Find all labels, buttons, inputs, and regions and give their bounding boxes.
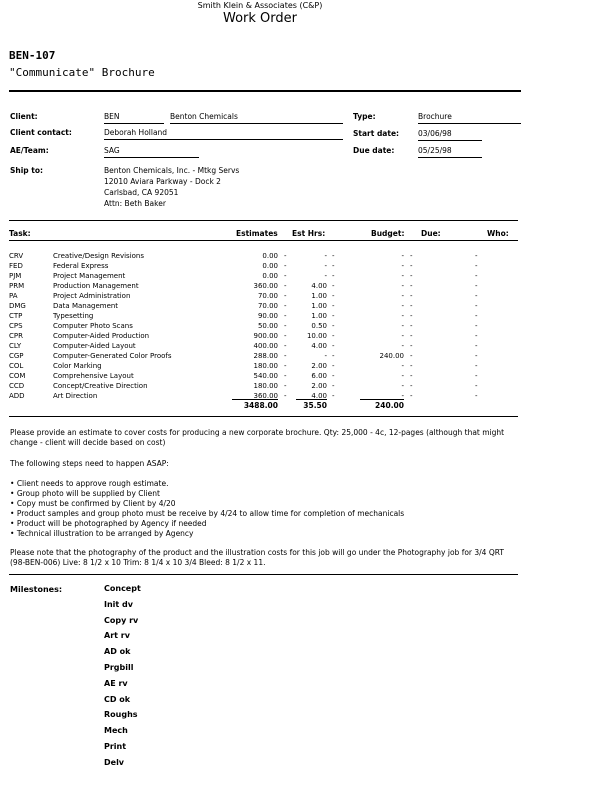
- task-description: Computer-Aided Production: [53, 332, 150, 340]
- separator-dash: -: [332, 312, 335, 320]
- task-estimate: 360.00: [253, 392, 278, 400]
- hours-total-rule: [296, 399, 327, 400]
- task-hours: 1.00: [311, 292, 327, 300]
- table-row: [0, 332, 612, 342]
- separator-dash: -: [284, 352, 287, 360]
- task-estimate: 360.00: [253, 282, 278, 290]
- client-contact: Deborah Holland: [104, 128, 343, 140]
- type-label: Type:: [353, 112, 376, 121]
- milestones-label: Milestones:: [10, 585, 63, 594]
- task-budget: -: [401, 262, 404, 270]
- separator-dash: -: [332, 332, 335, 340]
- separator-dash: -: [410, 312, 413, 320]
- task-estimate: 0.00: [262, 272, 278, 280]
- notes-divider: [9, 574, 518, 575]
- separator-dash: -: [332, 342, 335, 350]
- separator-dash: -: [410, 292, 413, 300]
- table-row: [0, 262, 612, 272]
- job-number: BEN-107: [9, 49, 56, 62]
- ship-to-line: Benton Chemicals, Inc. - Mtkg Servs: [104, 166, 240, 175]
- table-row: [0, 302, 612, 312]
- task-description: Computer Photo Scans: [53, 322, 133, 330]
- task-budget: -: [401, 392, 404, 400]
- separator-dash: -: [475, 252, 478, 260]
- task-estimate: 180.00: [253, 382, 278, 390]
- ship-to-label: Ship to:: [10, 166, 44, 175]
- separator-dash: -: [332, 372, 335, 380]
- client-contact-label: Client contact:: [10, 128, 72, 137]
- milestone-item: AD ok: [104, 647, 131, 657]
- separator-dash: -: [332, 302, 335, 310]
- separator-dash: -: [410, 342, 413, 350]
- separator-dash: -: [332, 272, 335, 280]
- task-code: CTP: [9, 312, 23, 320]
- task-code: CCD: [9, 382, 25, 390]
- task-estimate: 0.00: [262, 252, 278, 260]
- budget-header: Budget:: [371, 229, 405, 238]
- client-name: Benton Chemicals: [170, 112, 343, 124]
- task-hours: -: [324, 252, 327, 260]
- table-row: [0, 252, 612, 262]
- table-divider: [9, 416, 518, 417]
- separator-dash: -: [475, 382, 478, 390]
- info-divider: [9, 220, 518, 221]
- bullet-item: • Product samples and group photo must be receive by 4/24 to allow time for completion of mechanicals: [10, 509, 405, 518]
- table-row: [0, 352, 612, 362]
- header-divider: [9, 90, 521, 92]
- milestone-item: Concept: [104, 584, 141, 593]
- task-estimate: 70.00: [257, 302, 278, 310]
- separator-dash: -: [332, 392, 335, 400]
- separator-dash: -: [284, 282, 287, 290]
- separator-dash: -: [284, 262, 287, 270]
- due-header: Due:: [421, 229, 441, 238]
- ship-to-line: Attn: Beth Baker: [104, 199, 166, 208]
- task-estimate: 0.00: [262, 262, 278, 270]
- task-budget: -: [401, 342, 404, 350]
- task-estimate: 900.00: [253, 332, 278, 340]
- task-code: COM: [9, 372, 26, 380]
- separator-dash: -: [475, 352, 478, 360]
- hours-total: 35.50: [303, 401, 327, 410]
- ae-team-label: AE/Team:: [10, 146, 49, 155]
- separator-dash: -: [284, 272, 287, 280]
- separator-dash: -: [475, 342, 478, 350]
- budget-total: 240.00: [375, 401, 404, 410]
- task-estimate: 90.00: [257, 312, 278, 320]
- separator-dash: -: [410, 252, 413, 260]
- separator-dash: -: [475, 392, 478, 400]
- bullet-item: • Technical illustration to be arranged by Agency: [10, 529, 194, 538]
- task-code: CRV: [9, 252, 24, 260]
- notes-paragraph: Please provide an estimate to cover costs for producing a new corporate brochure. Qty: 25,000 - 4c, 12-pages (although that might change - client will decide based on cost): [10, 428, 505, 447]
- task-budget: -: [401, 292, 404, 300]
- task-description: Typesetting: [53, 312, 94, 320]
- ae-team: SAG: [104, 146, 199, 158]
- task-hours: 10.00: [306, 332, 327, 340]
- task-estimate: 540.00: [253, 372, 278, 380]
- task-budget: -: [401, 272, 404, 280]
- task-hours: 2.00: [311, 382, 327, 390]
- task-description: Art Direction: [53, 392, 98, 400]
- separator-dash: -: [475, 282, 478, 290]
- separator-dash: -: [410, 352, 413, 360]
- separator-dash: -: [332, 382, 335, 390]
- task-budget: -: [401, 322, 404, 330]
- separator-dash: -: [284, 322, 287, 330]
- task-hours: -: [324, 262, 327, 270]
- milestone-item: CD ok: [104, 694, 131, 704]
- task-hours: 1.00: [311, 302, 327, 310]
- task-budget: -: [401, 312, 404, 320]
- table-row: [0, 322, 612, 332]
- ship-to-line: 12010 Aviara Parkway - Dock 2: [104, 177, 221, 186]
- task-estimate: 288.00: [253, 352, 278, 360]
- separator-dash: -: [284, 312, 287, 320]
- task-description: Federal Express: [53, 262, 109, 270]
- task-budget: -: [401, 252, 404, 260]
- separator-dash: -: [410, 322, 413, 330]
- estimate-total: 3488.00: [243, 401, 278, 410]
- task-budget: -: [401, 362, 404, 370]
- separator-dash: -: [410, 382, 413, 390]
- separator-dash: -: [475, 362, 478, 370]
- task-description: Data Management: [53, 302, 119, 310]
- start-date: 03/06/98: [418, 129, 482, 141]
- separator-dash: -: [410, 302, 413, 310]
- separator-dash: -: [332, 282, 335, 290]
- estimates-header: Estimates: [236, 229, 278, 238]
- milestone-item: Init dv: [104, 599, 133, 609]
- milestone-item: AE rv: [104, 678, 128, 688]
- task-code: CLY: [9, 342, 22, 350]
- who-header: Who:: [487, 229, 509, 238]
- task-budget: -: [401, 382, 404, 390]
- task-description: Project Administration: [53, 292, 131, 300]
- company-name: Smith Klein & Associates (C&P): [197, 1, 323, 10]
- task-code: CPS: [9, 322, 23, 330]
- task-description: Computer-Generated Color Proofs: [53, 352, 172, 360]
- table-row: [0, 272, 612, 282]
- table-row: [0, 382, 612, 392]
- table-row: [0, 292, 612, 302]
- task-description: Comprehensive Layout: [53, 372, 134, 380]
- separator-dash: -: [475, 332, 478, 340]
- task-header: Task:: [9, 229, 31, 238]
- task-code: ADD: [9, 392, 25, 400]
- separator-dash: -: [332, 252, 335, 260]
- milestone-item: Prgbill: [104, 663, 134, 672]
- task-hours: 6.00: [311, 372, 327, 380]
- bullet-item: • Copy must be confirmed by Client by 4/20: [10, 499, 176, 508]
- bullet-item: • Client needs to approve rough estimate.: [10, 479, 169, 488]
- budget-total-rule: [360, 399, 404, 400]
- separator-dash: -: [332, 292, 335, 300]
- task-code: CGP: [9, 352, 24, 360]
- milestone-item: Delv: [104, 757, 125, 767]
- table-row: [0, 372, 612, 382]
- separator-dash: -: [284, 362, 287, 370]
- client-code: BEN: [104, 112, 164, 124]
- ship-to-address: [104, 165, 239, 209]
- table-row: [0, 342, 612, 352]
- task-code: PA: [9, 292, 18, 300]
- milestone-item: Art rv: [104, 631, 130, 641]
- task-budget: -: [401, 282, 404, 290]
- task-description: Concept/Creative Direction: [53, 382, 148, 390]
- task-hours: 2.00: [311, 362, 327, 370]
- notes-paragraph: Please note that the photography of the product and the illustration costs for this job will go under the Photography job for 3/4 QRT (98-BEN-006) Live: 8 1/2 x 10 Trim: 8 1/4 x 10 3/4 Bleed: 8 1/2 x 11.: [10, 548, 504, 567]
- separator-dash: -: [332, 362, 335, 370]
- task-estimate: 50.00: [257, 322, 278, 330]
- separator-dash: -: [410, 372, 413, 380]
- task-hours: 4.00: [311, 392, 327, 400]
- bullet-item: • Group photo will be supplied by Client: [10, 489, 160, 498]
- task-hours: 1.00: [311, 312, 327, 320]
- task-code: COL: [9, 362, 24, 370]
- task-description: Color Marking: [53, 362, 102, 370]
- milestone-item: Mech: [104, 726, 128, 736]
- table-row: [0, 362, 612, 372]
- separator-dash: -: [410, 282, 413, 290]
- notes-block: [10, 428, 510, 568]
- task-description: Computer-Aided Layout: [53, 342, 136, 350]
- separator-dash: -: [332, 322, 335, 330]
- task-code: CPR: [9, 332, 23, 340]
- task-hours: -: [324, 272, 327, 280]
- task-estimate: 400.00: [253, 342, 278, 350]
- task-hours: 4.00: [311, 342, 327, 350]
- separator-dash: -: [284, 342, 287, 350]
- separator-dash: -: [475, 302, 478, 310]
- separator-dash: -: [410, 362, 413, 370]
- milestone-item: Roughs: [104, 710, 138, 720]
- task-budget: -: [401, 302, 404, 310]
- task-code: DMG: [9, 302, 26, 310]
- job-title: "Communicate" Brochure: [9, 66, 155, 79]
- separator-dash: -: [410, 392, 413, 400]
- due-date-label: Due date:: [353, 146, 395, 155]
- type-value: Brochure: [418, 112, 521, 124]
- due-date: 05/25/98: [418, 146, 482, 158]
- separator-dash: -: [475, 262, 478, 270]
- milestone-item: Print: [104, 742, 127, 751]
- separator-dash: -: [284, 392, 287, 400]
- separator-dash: -: [284, 302, 287, 310]
- task-code: PJM: [9, 272, 22, 280]
- separator-dash: -: [284, 372, 287, 380]
- separator-dash: -: [475, 292, 478, 300]
- separator-dash: -: [475, 272, 478, 280]
- separator-dash: -: [284, 292, 287, 300]
- separator-dash: -: [475, 322, 478, 330]
- task-description: Creative/Design Revisions: [53, 252, 144, 260]
- separator-dash: -: [284, 332, 287, 340]
- task-hours: 0.50: [311, 322, 327, 330]
- separator-dash: -: [410, 272, 413, 280]
- separator-dash: -: [332, 352, 335, 360]
- separator-dash: -: [410, 332, 413, 340]
- client-label: Client:: [10, 112, 38, 121]
- task-description: Project Management: [53, 272, 126, 280]
- estimate-total-rule: [232, 399, 278, 400]
- task-description: Production Management: [53, 282, 139, 290]
- table-row: [0, 312, 612, 322]
- task-estimate: 70.00: [257, 292, 278, 300]
- table-row: [0, 282, 612, 292]
- task-hours: 4.00: [311, 282, 327, 290]
- separator-dash: -: [284, 252, 287, 260]
- separator-dash: -: [410, 262, 413, 270]
- bullet-item: • Product will be photographed by Agency if needed: [10, 519, 207, 528]
- task-code: PRM: [9, 282, 25, 290]
- table-header-rule: [9, 240, 518, 241]
- notes-paragraph: The following steps need to happen ASAP:: [10, 459, 169, 468]
- document-title: Work Order: [223, 11, 297, 26]
- task-budget: 240.00: [379, 352, 404, 360]
- bullet-list: [10, 479, 510, 539]
- separator-dash: -: [284, 382, 287, 390]
- task-estimate: 180.00: [253, 362, 278, 370]
- est-hrs-header: Est Hrs:: [292, 229, 326, 238]
- start-date-label: Start date:: [353, 129, 400, 138]
- separator-dash: -: [475, 312, 478, 320]
- milestone-item: Copy rv: [104, 615, 139, 625]
- separator-dash: -: [475, 372, 478, 380]
- task-budget: -: [401, 332, 404, 340]
- task-code: FED: [9, 262, 23, 270]
- separator-dash: -: [332, 262, 335, 270]
- task-hours: -: [324, 352, 327, 360]
- ship-to-line: Carlsbad, CA 92051: [104, 188, 179, 197]
- task-budget: -: [401, 372, 404, 380]
